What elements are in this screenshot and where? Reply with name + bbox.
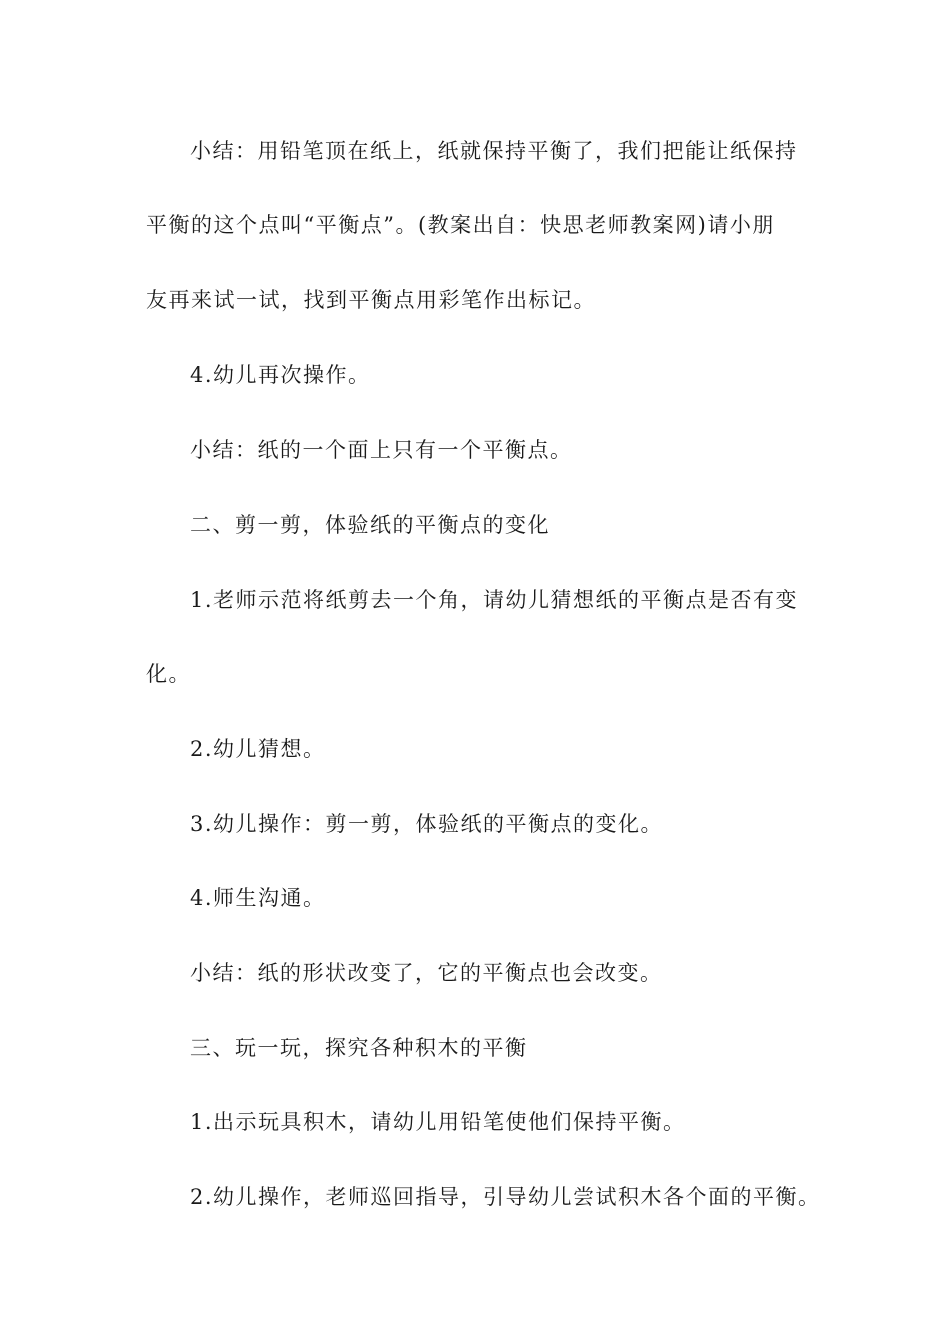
paragraph-line: 小结：用铅笔顶在纸上，纸就保持平衡了，我们把能让纸保持	[190, 139, 798, 163]
paragraph-line: 1.老师示范将纸剪去一个角，请幼儿猜想纸的平衡点是否有变	[190, 588, 799, 612]
section-heading: 二、剪一剪，体验纸的平衡点的变化	[190, 513, 550, 537]
paragraph-line: 2.幼儿操作，老师巡回指导，引导幼儿尝试积木各个面的平衡。	[190, 1185, 821, 1209]
paragraph-line: 4.幼儿再次操作。	[190, 363, 371, 387]
paragraph-line: 2.幼儿猜想。	[190, 737, 326, 761]
paragraph-line: 化。	[146, 662, 191, 686]
paragraph-line: 平衡的这个点叫“平衡点”。(教案出自：快思老师教案网)请小朋	[146, 213, 775, 237]
paragraph-line: 小结：纸的一个面上只有一个平衡点。	[190, 438, 573, 462]
paragraph-line: 小结：纸的形状改变了，它的平衡点也会改变。	[190, 961, 663, 985]
paragraph-line: 友再来试一试，找到平衡点用彩笔作出标记。	[146, 288, 596, 312]
paragraph-line: 1.出示玩具积木，请幼儿用铅笔使他们保持平衡。	[190, 1110, 686, 1134]
paragraph-line: 3.幼儿操作：剪一剪，体验纸的平衡点的变化。	[190, 812, 664, 836]
section-heading: 三、玩一玩，探究各种积木的平衡	[190, 1036, 528, 1060]
paragraph-line: 4.师生沟通。	[190, 886, 326, 910]
